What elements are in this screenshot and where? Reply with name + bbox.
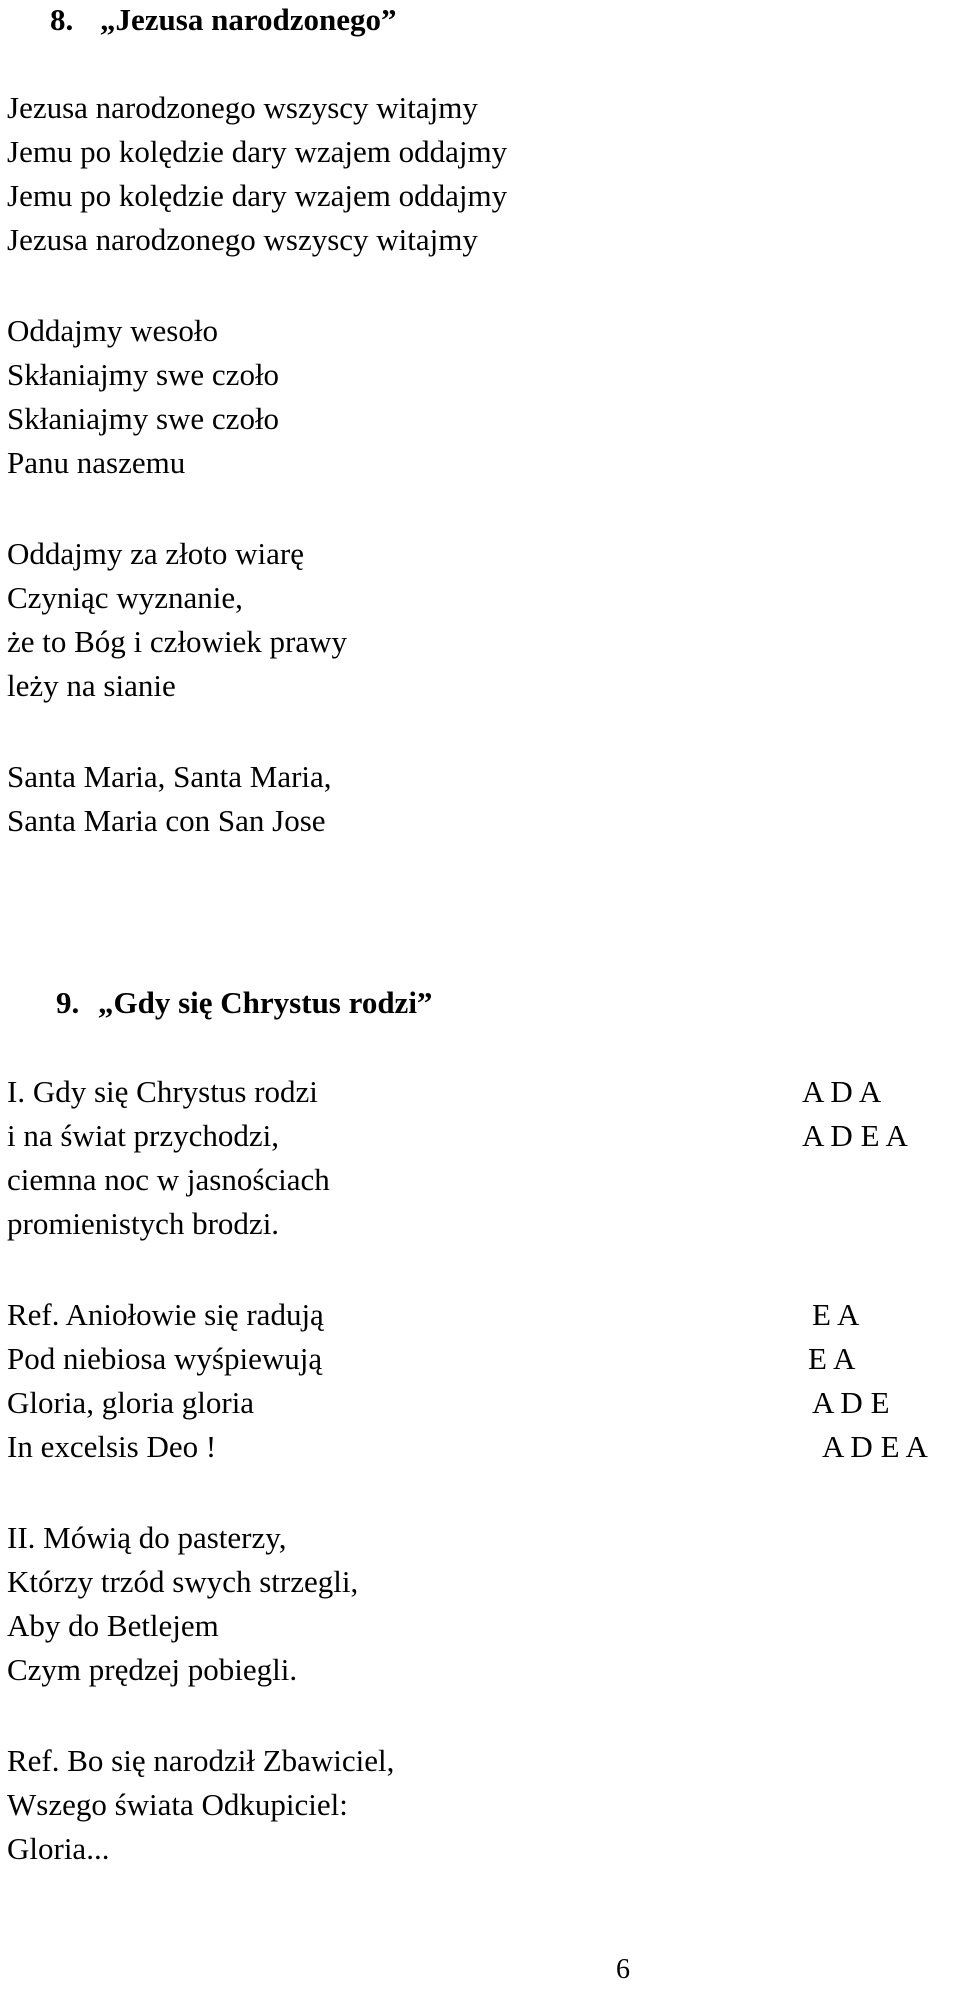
song-9-title (56, 985, 432, 1021)
song-9-refrain-2 (7, 1739, 394, 1871)
chord-label: E A (808, 1341, 856, 1376)
lyric-line: Aby do Betlejem (7, 1608, 219, 1643)
song-8-number: 8. (50, 2, 74, 37)
chord-label: A D E (812, 1385, 890, 1420)
lyric-line: promienistych brodzi. (7, 1206, 280, 1241)
chord-label: A D E A (822, 1429, 928, 1464)
lyric-line: I. Gdy się Chrystus rodzi (7, 1074, 318, 1109)
song-9-verse-2 (7, 1516, 358, 1692)
lyric-line: Jezusa narodzonego wszyscy witajmy (7, 90, 478, 125)
lyric-line: Ref. Aniołowie się radują (7, 1297, 324, 1332)
lyric-line: In excelsis Deo ! (7, 1429, 217, 1464)
song-9-refrain-1 (7, 1293, 324, 1469)
song-9-verse-1 (7, 1070, 330, 1246)
lyric-line: Jemu po kolędzie dary wzajem oddajmy (7, 178, 508, 213)
lyric-line: Wszego świata Odkupiciel: (7, 1787, 348, 1822)
song-8-lyrics (7, 86, 507, 843)
lyric-line: Skłaniajmy swe czoło (7, 401, 280, 436)
lyric-line: że to Bóg i człowiek prawy (7, 624, 348, 659)
lyric-line: Którzy trzód swych strzegli, (7, 1564, 359, 1599)
chord-label: A D E A (802, 1118, 908, 1153)
lyric-line: i na świat przychodzi, (7, 1118, 280, 1153)
lyric-line: Ref. Bo się narodził Zbawiciel, (7, 1743, 395, 1778)
lyric-line: Santa Maria con San Jose (7, 803, 326, 838)
lyric-line: ciemna noc w jasnościach (7, 1162, 330, 1197)
lyric-line: leży na sianie (7, 668, 176, 703)
chord-label: E A (812, 1297, 860, 1332)
song-9-number: 9. (56, 985, 80, 1020)
lyric-line: Skłaniajmy swe czoło (7, 357, 280, 392)
lyric-line: Pod niebiosa wyśpiewują (7, 1341, 323, 1376)
song-8-title-text: „Jezusa narodzonego” (100, 2, 397, 37)
page-number: 6 (616, 1954, 630, 1985)
song-8-title (50, 2, 397, 38)
lyric-line: Gloria... (7, 1831, 110, 1866)
lyric-line: Oddajmy za złoto wiarę (7, 536, 304, 571)
lyric-line: Jezusa narodzonego wszyscy witajmy (7, 222, 478, 257)
lyric-line: Czym prędzej pobiegli. (7, 1652, 298, 1687)
chord-label: A D A (802, 1074, 882, 1109)
lyric-line: Oddajmy wesoło (7, 313, 218, 348)
lyric-line: Jemu po kolędzie dary wzajem oddajmy (7, 134, 508, 169)
lyric-line: Czyniąc wyznanie, (7, 580, 243, 615)
lyric-line: II. Mówią do pasterzy, (7, 1520, 287, 1555)
song-9-title-text: „Gdy się Chrystus rodzi” (98, 985, 433, 1020)
lyric-line: Santa Maria, Santa Maria, (7, 759, 332, 794)
lyric-line: Panu naszemu (7, 445, 186, 480)
lyric-line: Gloria, gloria gloria (7, 1385, 255, 1420)
